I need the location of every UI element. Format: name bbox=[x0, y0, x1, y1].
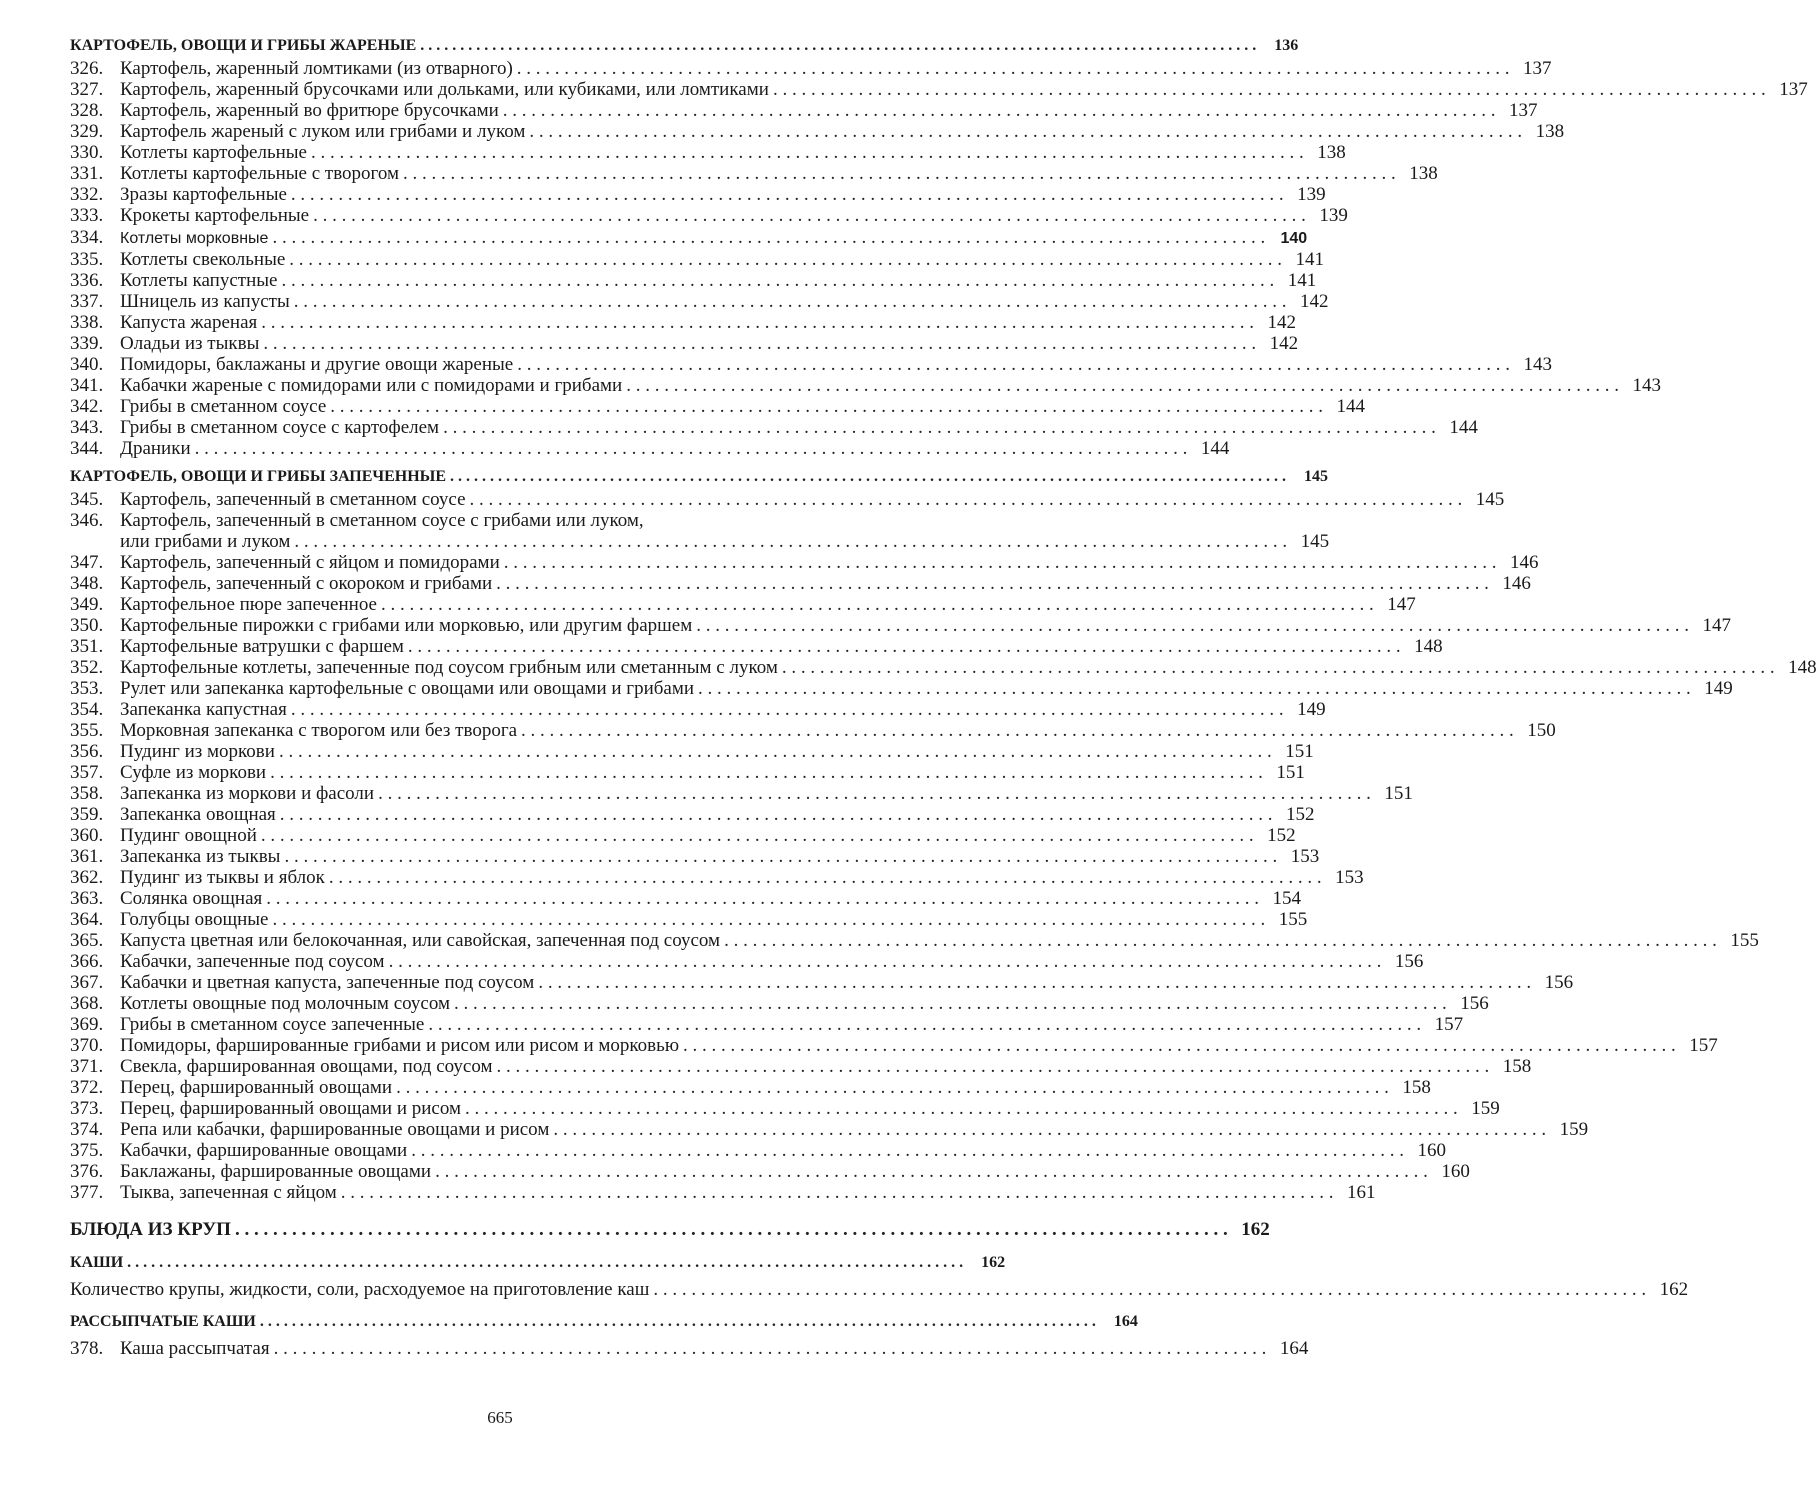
entry-page: 153 bbox=[1290, 846, 1320, 867]
entry-number: 341. bbox=[70, 375, 104, 396]
toc-entry bbox=[70, 552, 1539, 573]
leader-dots bbox=[291, 699, 1284, 720]
entry-page: 155 bbox=[1278, 909, 1308, 930]
entry-title: Котлеты картофельные bbox=[120, 142, 307, 163]
leader-dots bbox=[127, 1251, 963, 1275]
leader-dots bbox=[443, 417, 1436, 438]
entry-title: Котлеты картофельные с творогом bbox=[120, 163, 400, 184]
toc-entry bbox=[70, 205, 1348, 226]
leader-dots bbox=[294, 291, 1287, 312]
entry-title: Оладьи из тыквы bbox=[120, 333, 260, 354]
entry-number: 347. bbox=[70, 552, 104, 573]
entry-page: 156 bbox=[1460, 993, 1489, 1014]
entry-title: Зразы картофельные bbox=[120, 184, 287, 205]
entry-title: Рулет или запеканка картофельные с овощами или овощами и грибами bbox=[120, 678, 695, 699]
entry-title: Картофельное пюре запеченное bbox=[120, 594, 377, 615]
entry-title: Тыква, запеченная с яйцом bbox=[120, 1182, 337, 1203]
entry-number: 349. bbox=[70, 594, 104, 615]
entry-title: Капуста цветная или белокочанная, или савойская, запеченная под соусом bbox=[120, 930, 721, 951]
entry-number: 362. bbox=[70, 867, 104, 888]
leader-dots bbox=[696, 615, 1689, 636]
leader-dots bbox=[289, 249, 1282, 270]
leader-dots bbox=[294, 531, 1287, 552]
entry-page: 151 bbox=[1285, 741, 1314, 762]
entry-number: 378. bbox=[70, 1338, 104, 1359]
entry-number: 356. bbox=[70, 741, 104, 762]
entry-number: 373. bbox=[70, 1098, 104, 1119]
leader-dots bbox=[284, 846, 1277, 867]
toc-entry bbox=[70, 783, 1413, 804]
entry-page: 160 bbox=[1417, 1140, 1446, 1161]
leader-dots bbox=[497, 1056, 1490, 1077]
entry-page: 143 bbox=[1523, 354, 1552, 375]
entry-page: 150 bbox=[1527, 720, 1556, 741]
leader-dots bbox=[428, 1014, 1421, 1035]
leader-dots bbox=[529, 121, 1522, 142]
leader-dots bbox=[403, 163, 1396, 184]
leader-dots bbox=[653, 1279, 1646, 1300]
entry-title: Грибы в сметанном соусе bbox=[120, 396, 327, 417]
entry-number: 370. bbox=[70, 1035, 104, 1056]
toc-entry bbox=[70, 636, 1443, 657]
entry-number: 331. bbox=[70, 163, 104, 184]
leader-dots bbox=[272, 909, 1265, 930]
leader-dots bbox=[517, 58, 1510, 79]
toc-entry bbox=[70, 1035, 1718, 1056]
toc-entry bbox=[70, 1119, 1589, 1140]
entry-page: 138 bbox=[1317, 142, 1346, 163]
toc-entry bbox=[70, 163, 1438, 184]
entry-title: Картофельные ватрушки с фаршем bbox=[120, 636, 404, 657]
section1-entries bbox=[70, 58, 1808, 459]
leader-dots bbox=[396, 1077, 1389, 1098]
section-title: РАССЫПЧАТЫЕ КАШИ bbox=[70, 1313, 256, 1330]
chapter-page: 162 bbox=[1241, 1219, 1270, 1240]
toc-entry bbox=[70, 417, 1478, 438]
leader-dots bbox=[503, 100, 1496, 121]
entry-title: Запеканка из моркови и фасоли bbox=[120, 783, 375, 804]
toc-entry bbox=[70, 741, 1314, 762]
entry-page: 141 bbox=[1295, 249, 1325, 270]
entry-page: 142 bbox=[1269, 333, 1299, 354]
entry-page: 151 bbox=[1276, 762, 1305, 783]
toc-entry-line2 bbox=[70, 531, 1330, 552]
page-number: 665 bbox=[487, 1408, 513, 1427]
entry-number: 340. bbox=[70, 354, 104, 375]
entry-title: Шницель из капусты bbox=[120, 291, 290, 312]
toc-entry bbox=[70, 846, 1320, 867]
entry-number: 328. bbox=[70, 100, 104, 121]
entry-number: 344. bbox=[70, 438, 104, 459]
entry-page: 156 bbox=[1544, 972, 1574, 993]
entry-page: 158 bbox=[1402, 1077, 1431, 1098]
leader-dots bbox=[389, 951, 1382, 972]
entry-page: 152 bbox=[1286, 804, 1315, 825]
entry-page: 159 bbox=[1559, 1119, 1589, 1140]
entry-number: 332. bbox=[70, 184, 104, 205]
entry-number: 346. bbox=[70, 510, 104, 531]
toc-entry bbox=[70, 1279, 1689, 1300]
entry-page: 161 bbox=[1347, 1182, 1376, 1203]
entry-page: 158 bbox=[1502, 1056, 1532, 1077]
entry-title: Грибы в сметанном соусе запеченные bbox=[120, 1014, 425, 1035]
entry-number: 372. bbox=[70, 1077, 104, 1098]
leader-dots bbox=[274, 1338, 1267, 1359]
leader-dots bbox=[381, 594, 1374, 615]
entry-page: 144 bbox=[1336, 396, 1366, 417]
entry-title: Картофель, жаренный во фритюре брусочками bbox=[120, 100, 499, 121]
entry-page: 154 bbox=[1272, 888, 1301, 909]
toc-entry bbox=[70, 375, 1661, 396]
entry-number: 345. bbox=[70, 489, 104, 510]
entry-title: Картофель, жаренный брусочками или дольками, или кубиками, или ломтиками bbox=[120, 79, 769, 100]
leader-dots bbox=[195, 438, 1188, 459]
entry-number: 358. bbox=[70, 783, 104, 804]
entry-title-continued: или грибами и луком bbox=[120, 531, 291, 552]
toc-entry bbox=[70, 720, 1556, 741]
leader-dots bbox=[330, 396, 1323, 417]
entry-number: 343. bbox=[70, 417, 104, 438]
section-page: 136 bbox=[1274, 37, 1299, 54]
entry-title: Запеканка из тыквы bbox=[120, 846, 281, 867]
entry-page: 141 bbox=[1287, 270, 1317, 291]
entry-number: 329. bbox=[70, 121, 104, 142]
toc-entry bbox=[70, 615, 1731, 636]
entry-number: 375. bbox=[70, 1140, 104, 1161]
leader-dots bbox=[517, 354, 1510, 375]
leader-dots bbox=[378, 783, 1371, 804]
entry-title: Картофель, запеченный с яйцом и помидорами bbox=[120, 552, 500, 573]
entry-number: 363. bbox=[70, 888, 104, 909]
entry-page: 144 bbox=[1200, 438, 1230, 459]
leader-dots bbox=[538, 972, 1531, 993]
entry-page: 138 bbox=[1535, 121, 1565, 142]
entry-page: 140 bbox=[1280, 230, 1308, 247]
entry-page: 146 bbox=[1502, 573, 1531, 594]
entry-number: 330. bbox=[70, 142, 104, 163]
entry-number: 367. bbox=[70, 972, 104, 993]
leader-dots bbox=[773, 79, 1766, 100]
entry-title: Каша рассыпчатая bbox=[120, 1338, 270, 1359]
entry-number: 326. bbox=[70, 58, 104, 79]
leader-dots bbox=[263, 333, 1256, 354]
entry-number: 360. bbox=[70, 825, 104, 846]
entry-page: 153 bbox=[1335, 867, 1364, 888]
entry-page: 149 bbox=[1704, 678, 1733, 699]
leader-dots bbox=[553, 1119, 1546, 1140]
entry-page: 138 bbox=[1409, 163, 1438, 184]
entry-page: 147 bbox=[1387, 594, 1416, 615]
leader-dots bbox=[435, 1161, 1428, 1182]
entry-number: 354. bbox=[70, 699, 104, 720]
toc-entry bbox=[70, 909, 1308, 930]
toc-entry bbox=[70, 291, 1329, 312]
entry-page: 145 bbox=[1300, 531, 1330, 552]
leader-dots bbox=[311, 142, 1304, 163]
entry-page: 145 bbox=[1475, 489, 1505, 510]
toc-entry bbox=[70, 58, 1552, 79]
entry-page: 151 bbox=[1384, 783, 1413, 804]
toc-entry bbox=[70, 1161, 1470, 1182]
section-heading-fried bbox=[70, 34, 1299, 58]
leader-dots bbox=[465, 1098, 1458, 1119]
toc-entry bbox=[70, 930, 1759, 951]
entry-title: Котлеты свекольные bbox=[120, 249, 286, 270]
entry-title: Репа или кабачки, фаршированные овощами и рисом bbox=[120, 1119, 550, 1140]
entry-number: 364. bbox=[70, 909, 104, 930]
leader-dots bbox=[280, 804, 1273, 825]
toc-entry bbox=[70, 993, 1489, 1014]
section-title: КАРТОФЕЛЬ, ОВОЩИ И ГРИБЫ ЖАРЕНЫЕ bbox=[70, 37, 417, 54]
toc-entry bbox=[70, 396, 1366, 417]
entry-number: 368. bbox=[70, 993, 104, 1014]
entry-page: 152 bbox=[1267, 825, 1296, 846]
entry-title: Котлеты морковные bbox=[120, 230, 269, 247]
toc-entry bbox=[70, 825, 1296, 846]
leader-dots bbox=[420, 34, 1256, 58]
leader-dots bbox=[470, 489, 1463, 510]
entry-title: Пудинг из тыквы и яблок bbox=[120, 867, 325, 888]
toc-page bbox=[70, 34, 1817, 1359]
entry-number: 361. bbox=[70, 846, 104, 867]
entry-title: Котлеты овощные под молочным соусом bbox=[120, 993, 450, 1014]
toc-entry bbox=[70, 142, 1346, 163]
section-title: КАШИ bbox=[70, 1254, 124, 1271]
entry-title: Пудинг из моркови bbox=[120, 741, 275, 762]
entry-title: Картофель, запеченный в сметанном соусе bbox=[120, 489, 466, 510]
entry-number: 327. bbox=[70, 79, 104, 100]
entry-page: 157 bbox=[1434, 1014, 1464, 1035]
entry-title: Грибы в сметанном соусе с картофелем bbox=[120, 417, 440, 438]
entry-number: 333. bbox=[70, 205, 104, 226]
entry-title: Свекла, фаршированная овощами, под соусом bbox=[120, 1056, 493, 1077]
toc-entry bbox=[70, 1182, 1376, 1203]
chapter-title: БЛЮДА ИЗ КРУП bbox=[70, 1219, 231, 1240]
section2-entries bbox=[70, 489, 1817, 1203]
leader-dots bbox=[411, 1140, 1404, 1161]
entry-page: 146 bbox=[1510, 552, 1539, 573]
entry-number: 334. bbox=[70, 227, 104, 248]
entry-number: 369. bbox=[70, 1014, 104, 1035]
toc-entry bbox=[70, 762, 1305, 783]
toc-entry bbox=[70, 1077, 1431, 1098]
entry-title: Пудинг овощной bbox=[120, 825, 257, 846]
section-title: КАРТОФЕЛЬ, ОВОЩИ И ГРИБЫ ЗАПЕЧЕННЫЕ bbox=[70, 468, 447, 485]
toc-entry-line1 bbox=[70, 510, 962, 531]
entry-title: Кабачки и цветная капуста, запеченные под соусом bbox=[120, 972, 535, 993]
leader-dots bbox=[266, 888, 1259, 909]
leader-dots bbox=[782, 657, 1775, 678]
entry-title: Картофель жареный с луком или грибами и луком bbox=[120, 121, 526, 142]
entry-title: Картофель, запеченный в сметанном соусе с грибами или луком, bbox=[120, 510, 644, 531]
entry-title: Кабачки, запеченные под соусом bbox=[120, 951, 385, 972]
toc-entry bbox=[70, 804, 1315, 825]
entry-title: Крокеты картофельные bbox=[120, 205, 310, 226]
leader-dots bbox=[313, 205, 1306, 226]
entry-number: 371. bbox=[70, 1056, 104, 1077]
toc-entry bbox=[70, 594, 1416, 615]
entry-page: 139 bbox=[1297, 184, 1326, 205]
entry-title: Котлеты капустные bbox=[120, 270, 278, 291]
entry-title: Кабачки, фаршированные овощами bbox=[120, 1140, 408, 1161]
entry-number: 350. bbox=[70, 615, 104, 636]
entry-title: Баклажаны, фаршированные овощами bbox=[120, 1161, 432, 1182]
entry-title: Кабачки жареные с помидорами или с помидорами и грибами bbox=[120, 375, 623, 396]
leader-dots bbox=[272, 226, 1265, 249]
toc-entry bbox=[70, 699, 1326, 720]
entry-title: Голубцы овощные bbox=[120, 909, 269, 930]
leader-dots bbox=[683, 1035, 1676, 1056]
entry-number: 357. bbox=[70, 762, 104, 783]
entry-number: 339. bbox=[70, 333, 104, 354]
entry-page: 159 bbox=[1471, 1098, 1500, 1119]
section-page: 164 bbox=[1113, 1313, 1138, 1330]
toc-entry bbox=[70, 249, 1325, 270]
entry-title: Запеканка овощная bbox=[120, 804, 276, 825]
toc-entry bbox=[70, 867, 1364, 888]
leader-dots bbox=[504, 552, 1497, 573]
entry-page: 155 bbox=[1730, 930, 1759, 951]
toc-entry bbox=[70, 951, 1424, 972]
toc-entry bbox=[70, 888, 1301, 909]
entry-title: Перец, фаршированный овощами и рисом bbox=[120, 1098, 461, 1119]
entry-number: 351. bbox=[70, 636, 104, 657]
leader-dots bbox=[454, 993, 1447, 1014]
entry-title: Помидоры, фаршированные грибами и рисом или рисом и морковью bbox=[120, 1035, 680, 1056]
entry-page: 156 bbox=[1394, 951, 1424, 972]
section-heading-kashi bbox=[70, 1251, 1006, 1275]
entry-page: 149 bbox=[1297, 699, 1326, 720]
entry-page: 160 bbox=[1441, 1161, 1470, 1182]
leader-dots bbox=[521, 720, 1514, 741]
toc-entry bbox=[70, 121, 1565, 142]
entry-page: 137 bbox=[1779, 79, 1808, 100]
leader-dots bbox=[698, 678, 1691, 699]
entry-title: Картофельные котлеты, запеченные под соусом грибным или сметанным с луком bbox=[120, 657, 778, 678]
entry-title: Перец, фаршированный овощами bbox=[120, 1077, 393, 1098]
entry-title: Солянка овощная bbox=[120, 888, 263, 909]
entry-title: Морковная запеканка с творогом или без творога bbox=[120, 720, 518, 741]
entry-number: 355. bbox=[70, 720, 104, 741]
entry-page: 143 bbox=[1632, 375, 1661, 396]
leader-dots bbox=[261, 312, 1254, 333]
entry-number: 352. bbox=[70, 657, 104, 678]
leader-dots bbox=[496, 573, 1489, 594]
entry-number: 365. bbox=[70, 930, 104, 951]
entry-number: 359. bbox=[70, 804, 104, 825]
entry-number: 337. bbox=[70, 291, 104, 312]
entry-number: 366. bbox=[70, 951, 104, 972]
toc-entry bbox=[70, 1014, 1464, 1035]
leader-dots bbox=[291, 184, 1284, 205]
entry-title: Количество крупы, жидкости, соли, расходуемое на приготовление каш bbox=[70, 1279, 650, 1300]
toc-entry bbox=[70, 573, 1531, 594]
entry-number: 342. bbox=[70, 396, 104, 417]
entry-page: 137 bbox=[1523, 58, 1552, 79]
entry-title: Запеканка капустная bbox=[120, 699, 287, 720]
toc-entry bbox=[70, 678, 1733, 699]
leader-dots bbox=[270, 762, 1263, 783]
entry-page: 157 bbox=[1689, 1035, 1718, 1056]
entry-number: 336. bbox=[70, 270, 104, 291]
toc-entry bbox=[70, 972, 1574, 993]
toc-entry bbox=[70, 438, 1230, 459]
entry-title: Картофель, жаренный ломтиками (из отварного) bbox=[120, 58, 513, 79]
entry-page: 164 bbox=[1279, 1338, 1309, 1359]
entry-title: Картофельные пирожки с грибами или морковью, или другим фаршем bbox=[120, 615, 693, 636]
leader-dots bbox=[341, 1182, 1334, 1203]
toc-entry bbox=[70, 270, 1317, 291]
entry-number: 353. bbox=[70, 678, 104, 699]
toc-entry bbox=[70, 489, 1505, 510]
entry-title: Драники bbox=[120, 438, 191, 459]
entry-number: 374. bbox=[70, 1119, 104, 1140]
toc-entry bbox=[70, 333, 1299, 354]
leader-dots bbox=[329, 867, 1322, 888]
toc-entry bbox=[70, 1098, 1500, 1119]
section-page: 145 bbox=[1304, 468, 1329, 485]
entry-page: 144 bbox=[1449, 417, 1478, 438]
entry-number: 348. bbox=[70, 573, 104, 594]
entry-page: 139 bbox=[1319, 205, 1348, 226]
entry-page: 162 bbox=[1659, 1279, 1689, 1300]
toc-entry bbox=[70, 1056, 1532, 1077]
leader-dots bbox=[724, 930, 1717, 951]
toc-entry bbox=[70, 79, 1808, 100]
leader-dots bbox=[279, 741, 1272, 762]
toc-entry bbox=[70, 1338, 1309, 1359]
entry-page: 148 bbox=[1788, 657, 1817, 678]
entry-page: 142 bbox=[1267, 312, 1297, 333]
entry-title: Помидоры, баклажаны и другие овощи жареные bbox=[120, 354, 514, 375]
leader-dots bbox=[408, 636, 1401, 657]
leader-dots bbox=[626, 375, 1619, 396]
entry-title: Суфле из моркови bbox=[120, 762, 267, 783]
toc-entry bbox=[70, 312, 1297, 333]
entry-number: 377. bbox=[70, 1182, 104, 1203]
entry-title: Картофель, запеченный с окороком и грибами bbox=[120, 573, 493, 594]
toc-entry bbox=[70, 657, 1817, 678]
entry-page: 147 bbox=[1702, 615, 1731, 636]
section-heading-baked bbox=[70, 465, 1329, 489]
leader-dots bbox=[450, 465, 1286, 489]
leader-dots bbox=[281, 270, 1274, 291]
toc-entry bbox=[70, 354, 1552, 375]
entry-number: 376. bbox=[70, 1161, 104, 1182]
leader-dots bbox=[235, 1217, 1228, 1243]
chapter-heading bbox=[70, 1217, 1270, 1243]
entry-page: 148 bbox=[1414, 636, 1443, 657]
toc-entry bbox=[70, 1140, 1446, 1161]
toc-entry bbox=[70, 226, 1308, 249]
leader-dots bbox=[260, 1310, 1096, 1334]
section-heading-loose-kashi bbox=[70, 1310, 1138, 1334]
entry-number: 335. bbox=[70, 249, 104, 270]
entry-page: 137 bbox=[1509, 100, 1538, 121]
toc-entry bbox=[70, 184, 1326, 205]
section-page: 162 bbox=[981, 1254, 1006, 1271]
leader-dots bbox=[261, 825, 1254, 846]
toc-entry bbox=[70, 100, 1538, 121]
entry-title: Капуста жареная bbox=[120, 312, 258, 333]
entry-number: 338. bbox=[70, 312, 104, 333]
entry-page: 142 bbox=[1299, 291, 1329, 312]
